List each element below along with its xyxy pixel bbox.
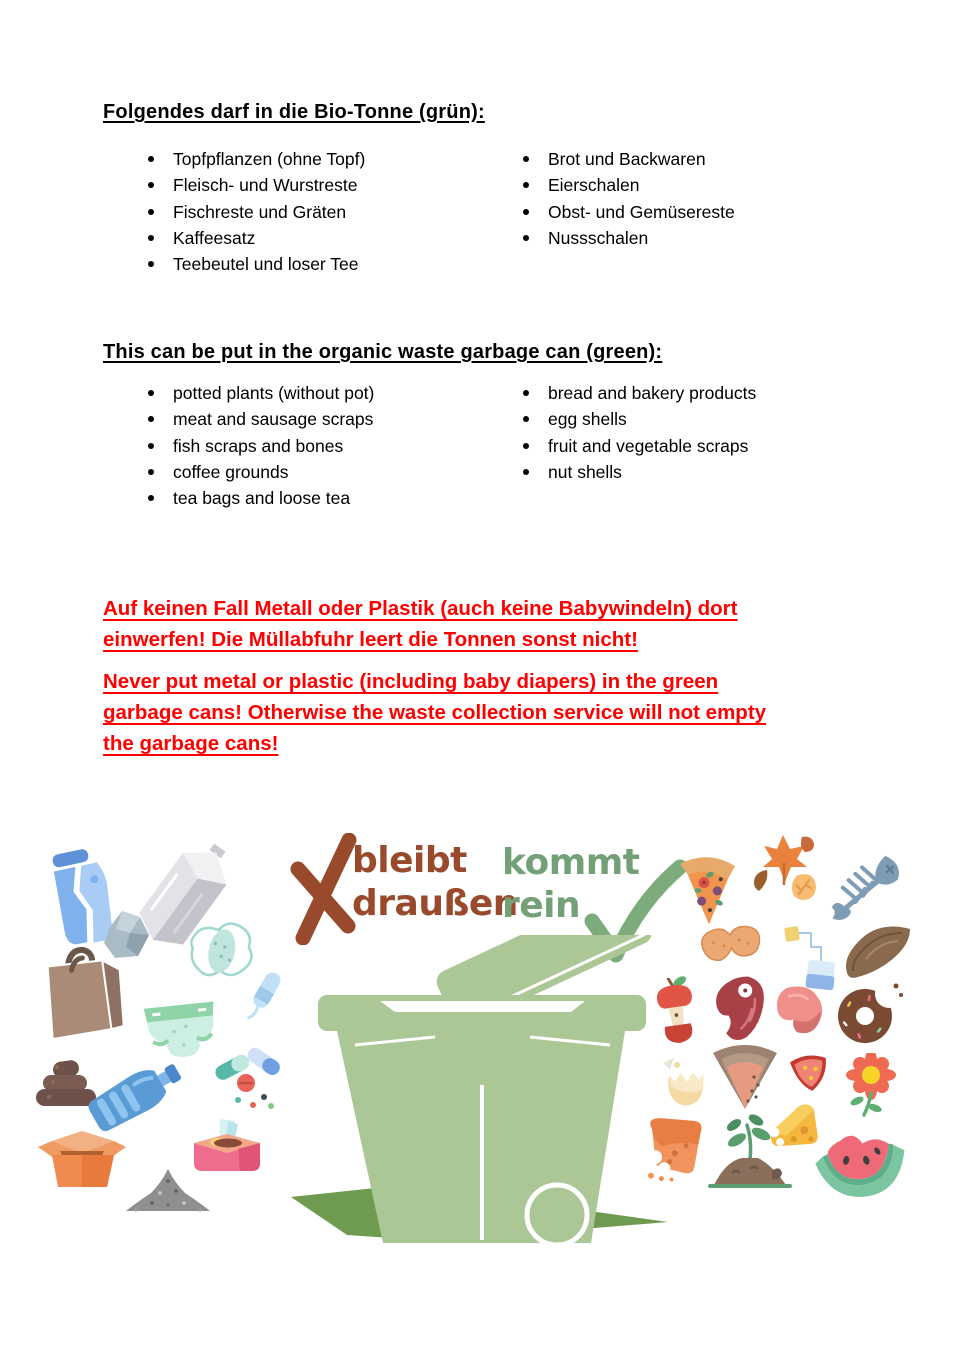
bread-slice-icon (637, 1108, 714, 1185)
list-item: Eierschalen (516, 172, 735, 198)
watermelon-icon (806, 1112, 912, 1204)
list-item: bread and bakery products (516, 380, 756, 406)
german-list-col2 (516, 146, 735, 251)
heading-english-list: This can be put in the organic waste garbage can (green): (103, 341, 663, 363)
ash-pile-icon (122, 1165, 214, 1217)
german-list-col1 (141, 146, 365, 277)
list-item: meat and sausage scraps (141, 406, 374, 432)
meat-scrap-icon (705, 969, 770, 1047)
pills-icon (208, 1045, 286, 1113)
warning-german (103, 593, 923, 655)
paper-bag-icon (32, 934, 131, 1050)
warning-line: einwerfen! Die Müllabfuhr leert die Tonnen sonst nicht! (103, 628, 638, 651)
list-item: Teebeutel und loser Tee (141, 251, 365, 277)
donut-icon (834, 983, 904, 1045)
fish-bones-icon (826, 844, 906, 929)
green-organic-bin-icon (285, 935, 680, 1260)
list-item: fruit and vegetable scraps (516, 433, 756, 459)
list-item: egg shells (516, 406, 756, 432)
cardboard-box-icon (36, 1123, 128, 1191)
ham-slice-icon (765, 978, 831, 1042)
warning-line: Never put metal or plastic (including baby diapers) in the green (103, 670, 719, 693)
bin-opening (380, 1001, 585, 1012)
goes-in-label-line2: rein (502, 885, 581, 926)
peanut-icon (694, 917, 769, 972)
list-item: Brot und Backwaren (516, 146, 735, 172)
list-item: Kaffeesatz (141, 225, 365, 251)
flower-icon (844, 1053, 898, 1117)
goes-in-label-line1: kommt (502, 842, 640, 883)
english-list-col1 (141, 380, 374, 511)
list-item: Obst- und Gemüsereste (516, 199, 735, 225)
bin-wheel (527, 1185, 587, 1245)
tomato-slice-icon (785, 1047, 836, 1096)
apple-core-icon (643, 973, 710, 1050)
stays-out-label (352, 839, 518, 925)
bin-rim (318, 995, 646, 1031)
warning-line: garbage cans! Otherwise the waste collection service will not empty (103, 701, 767, 724)
egg-shell-icon (661, 1051, 709, 1109)
list-item: coffee grounds (141, 459, 374, 485)
bio-bin-illustration (0, 815, 964, 1285)
warning-line: the garbage cans! (103, 732, 279, 755)
list-item: Fischreste und Gräten (141, 199, 365, 225)
warning-line: Auf keinen Fall Metall oder Plastik (auch keine Babywindeln) dort (103, 597, 738, 620)
list-item: Fleisch- und Wurstreste (141, 172, 365, 198)
stays-out-label-line2: draußen (352, 883, 518, 924)
warning-english (103, 666, 923, 759)
autumn-leaves-icon (744, 833, 826, 911)
list-item: Nussschalen (516, 225, 735, 251)
stays-out-label-line1: bleibt (352, 840, 467, 881)
list-item: nut shells (516, 459, 756, 485)
list-item: fish scraps and bones (141, 433, 374, 459)
english-list-col2 (516, 380, 756, 485)
list-item: tea bags and loose tea (141, 485, 374, 511)
list-item: potted plants (without pot) (141, 380, 374, 406)
hair-tuft-icon (838, 921, 916, 983)
heading-german-list: Folgendes darf in die Bio-Tonne (grün): (103, 101, 485, 123)
list-item: Topfpflanzen (ohne Topf) (141, 146, 365, 172)
